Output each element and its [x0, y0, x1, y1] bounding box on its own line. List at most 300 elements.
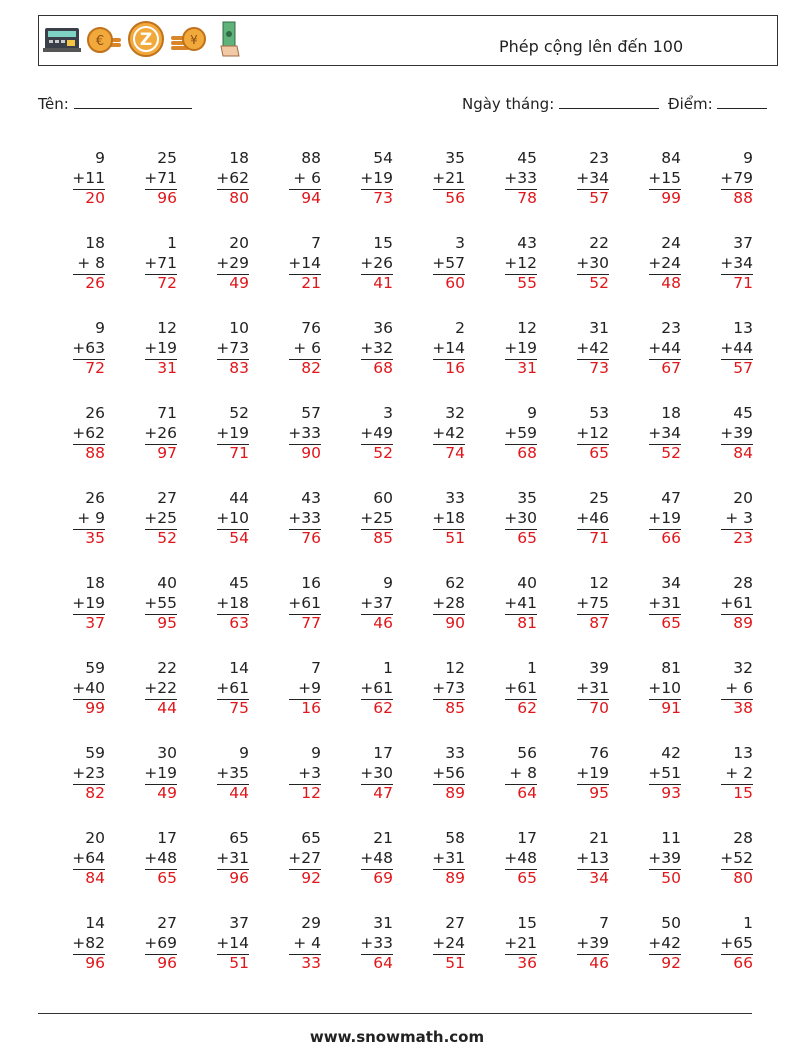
addend-top: 12: [445, 659, 465, 677]
addend-top: 60: [373, 489, 393, 507]
addend-bottom: +19: [360, 169, 393, 187]
addition-problem: [619, 319, 691, 404]
name-blank[interactable]: [74, 94, 192, 109]
addition-problem: [619, 744, 691, 829]
addition-problem: [475, 744, 547, 829]
addend-top: 76: [589, 744, 609, 762]
date-field: [462, 94, 659, 113]
addition-problem: [187, 574, 259, 659]
addition-problem: [115, 489, 187, 574]
addition-problem: [403, 489, 475, 574]
addend-bottom: +31: [576, 679, 609, 697]
answer: 49: [229, 274, 249, 292]
answer: 35: [85, 529, 105, 547]
answer: 95: [589, 784, 609, 802]
addend-bottom: +18: [432, 509, 465, 527]
answer: 21: [301, 274, 321, 292]
addend-bottom: + 2: [725, 764, 753, 782]
addend-bottom: +21: [432, 169, 465, 187]
addition-problem: [331, 489, 403, 574]
answer: 89: [445, 784, 465, 802]
addend-bottom: +42: [432, 424, 465, 442]
answer: 51: [445, 529, 465, 547]
addition-problem: [259, 829, 331, 914]
addend-bottom: +19: [144, 764, 177, 782]
answer: 20: [85, 189, 105, 207]
addend-bottom: +33: [504, 169, 537, 187]
addition-problem: [691, 319, 763, 404]
answer: 81: [517, 614, 537, 632]
addend-top: 7: [599, 914, 609, 932]
addend-bottom: +51: [648, 764, 681, 782]
answer: 89: [733, 614, 753, 632]
addition-problem: [187, 234, 259, 319]
answer: 84: [733, 444, 753, 462]
banknote-hand-icon: [211, 20, 249, 58]
addend-top: 27: [157, 489, 177, 507]
answer: 96: [157, 189, 177, 207]
addend-bottom: +44: [648, 339, 681, 357]
addend-top: 62: [445, 574, 465, 592]
addend-bottom: +61: [288, 594, 321, 612]
addend-top: 47: [661, 489, 681, 507]
addend-top: 17: [157, 829, 177, 847]
answer: 96: [157, 954, 177, 972]
addend-top: 13: [733, 319, 753, 337]
problem-row: [43, 829, 763, 914]
addition-problem: [547, 659, 619, 744]
addition-problem: [187, 914, 259, 999]
addend-top: 32: [733, 659, 753, 677]
addend-top: 24: [661, 234, 681, 252]
addend-bottom: +41: [504, 594, 537, 612]
answer: 44: [229, 784, 249, 802]
addition-problem: [331, 404, 403, 489]
addend-bottom: +24: [648, 254, 681, 272]
addend-top: 35: [445, 149, 465, 167]
addition-problem: [331, 149, 403, 234]
answer: 99: [661, 189, 681, 207]
answer: 66: [661, 529, 681, 547]
zcash-coin-icon: [127, 20, 165, 58]
addition-problem: [475, 829, 547, 914]
addend-top: 26: [85, 489, 105, 507]
problem-row: [43, 659, 763, 744]
answer: 73: [373, 189, 393, 207]
addition-problem: [691, 659, 763, 744]
answer: 49: [157, 784, 177, 802]
addition-problem: [691, 744, 763, 829]
addition-problem: [619, 149, 691, 234]
addend-bottom: +73: [216, 339, 249, 357]
addend-top: 26: [85, 404, 105, 422]
addend-bottom: +61: [216, 679, 249, 697]
addition-problem: [331, 744, 403, 829]
addend-top: 88: [301, 149, 321, 167]
addend-bottom: +19: [504, 339, 537, 357]
addition-problem: [619, 489, 691, 574]
answer: 31: [157, 359, 177, 377]
addend-bottom: +49: [360, 424, 393, 442]
addition-problem: [259, 319, 331, 404]
answer: 89: [445, 869, 465, 887]
addend-bottom: +42: [648, 934, 681, 952]
addend-top: 18: [85, 574, 105, 592]
addend-bottom: +28: [432, 594, 465, 612]
addend-top: 36: [373, 319, 393, 337]
addend-top: 17: [517, 829, 537, 847]
addend-bottom: +31: [216, 849, 249, 867]
problem-row: [43, 744, 763, 829]
answer: 57: [733, 359, 753, 377]
addition-problem: [115, 744, 187, 829]
addend-bottom: +62: [216, 169, 249, 187]
answer: 63: [229, 614, 249, 632]
addition-problem: [331, 829, 403, 914]
addend-bottom: +10: [648, 679, 681, 697]
addition-problem: [187, 829, 259, 914]
addend-bottom: + 9: [77, 509, 105, 527]
addition-problem: [43, 914, 115, 999]
addend-top: 40: [517, 574, 537, 592]
addend-top: 43: [301, 489, 321, 507]
addend-top: 7: [311, 234, 321, 252]
answer: 70: [589, 699, 609, 717]
answer: 44: [157, 699, 177, 717]
addition-problem: [331, 914, 403, 999]
answer: 73: [589, 359, 609, 377]
addition-problem: [475, 149, 547, 234]
answer: 46: [589, 954, 609, 972]
addend-top: 81: [661, 659, 681, 677]
addition-problem: [43, 574, 115, 659]
answer: 33: [301, 954, 321, 972]
addition-problem: [619, 829, 691, 914]
answer: 51: [229, 954, 249, 972]
addend-bottom: +19: [144, 339, 177, 357]
addition-problem: [331, 574, 403, 659]
answer: 71: [229, 444, 249, 462]
addition-problem: [547, 319, 619, 404]
addend-top: 7: [311, 659, 321, 677]
addend-top: 28: [733, 829, 753, 847]
addend-top: 43: [517, 234, 537, 252]
addend-top: 9: [527, 404, 537, 422]
addend-bottom: +82: [72, 934, 105, 952]
date-label: Ngày tháng:: [462, 95, 555, 113]
addend-bottom: +19: [648, 509, 681, 527]
addend-bottom: +46: [576, 509, 609, 527]
addend-top: 37: [229, 914, 249, 932]
addend-bottom: +40: [72, 679, 105, 697]
addition-problem: [403, 404, 475, 489]
answer: 64: [373, 954, 393, 972]
addition-problem: [259, 404, 331, 489]
answer: 90: [445, 614, 465, 632]
addend-bottom: +9: [298, 679, 321, 697]
addition-problem: [115, 319, 187, 404]
addend-bottom: + 6: [293, 169, 321, 187]
addend-bottom: +19: [576, 764, 609, 782]
answer: 52: [589, 274, 609, 292]
addend-top: 18: [85, 234, 105, 252]
addition-problem: [331, 659, 403, 744]
addend-bottom: + 3: [725, 509, 753, 527]
addend-top: 45: [229, 574, 249, 592]
addition-problem: [403, 574, 475, 659]
addend-bottom: +18: [216, 594, 249, 612]
addend-bottom: +62: [72, 424, 105, 442]
answer: 88: [733, 189, 753, 207]
addend-bottom: +34: [648, 424, 681, 442]
addition-problem: [259, 574, 331, 659]
euro-coin-icon: [85, 20, 123, 58]
date-blank[interactable]: [559, 94, 659, 109]
addend-top: 2: [455, 319, 465, 337]
addition-problem: [619, 659, 691, 744]
addend-bottom: +79: [720, 169, 753, 187]
answer: 80: [733, 869, 753, 887]
addend-top: 31: [373, 914, 393, 932]
answer: 66: [733, 954, 753, 972]
addition-problem: [403, 914, 475, 999]
answer: 67: [661, 359, 681, 377]
addition-problem: [403, 234, 475, 319]
addition-problem: [43, 489, 115, 574]
addition-problem: [259, 744, 331, 829]
addend-bottom: +29: [216, 254, 249, 272]
header-box: [38, 15, 778, 66]
addend-top: 21: [373, 829, 393, 847]
answer: 41: [373, 274, 393, 292]
answer: 77: [301, 614, 321, 632]
problem-row: [43, 489, 763, 574]
addend-top: 32: [445, 404, 465, 422]
answer: 90: [301, 444, 321, 462]
addend-bottom: +14: [216, 934, 249, 952]
answer: 92: [301, 869, 321, 887]
addend-top: 15: [373, 234, 393, 252]
svg-text:¥: ¥: [190, 33, 198, 47]
addition-problem: [691, 829, 763, 914]
addend-top: 23: [589, 149, 609, 167]
cash-register-icon: [43, 20, 81, 58]
svg-text:Z: Z: [139, 30, 153, 50]
addend-bottom: +31: [648, 594, 681, 612]
answer: 92: [661, 954, 681, 972]
yen-coins-icon: [169, 20, 207, 58]
addend-bottom: +44: [720, 339, 753, 357]
addend-top: 12: [589, 574, 609, 592]
answer: 71: [733, 274, 753, 292]
addition-problem: [691, 914, 763, 999]
addition-problem: [259, 489, 331, 574]
addend-bottom: +33: [288, 424, 321, 442]
addend-bottom: +3: [298, 764, 321, 782]
answer: 80: [229, 189, 249, 207]
addend-bottom: +12: [504, 254, 537, 272]
addend-bottom: + 6: [725, 679, 753, 697]
name-field: [38, 94, 192, 113]
addend-bottom: +34: [576, 169, 609, 187]
addition-problem: [691, 574, 763, 659]
answer: 84: [85, 869, 105, 887]
answer: 16: [445, 359, 465, 377]
addition-problem: [259, 149, 331, 234]
addend-bottom: +22: [144, 679, 177, 697]
addend-top: 45: [517, 149, 537, 167]
addend-bottom: +69: [144, 934, 177, 952]
addend-bottom: +25: [360, 509, 393, 527]
answer: 85: [373, 529, 393, 547]
addend-top: 71: [157, 404, 177, 422]
addend-top: 65: [229, 829, 249, 847]
answer: 96: [85, 954, 105, 972]
addition-problem: [691, 489, 763, 574]
score-blank[interactable]: [717, 94, 767, 109]
addend-bottom: +27: [288, 849, 321, 867]
addition-problem: [403, 659, 475, 744]
addend-top: 59: [85, 659, 105, 677]
addend-bottom: + 8: [77, 254, 105, 272]
addend-bottom: +32: [360, 339, 393, 357]
addend-bottom: +30: [360, 764, 393, 782]
addend-top: 20: [229, 234, 249, 252]
addition-problem: [187, 489, 259, 574]
addition-problem: [43, 149, 115, 234]
svg-text:€: €: [95, 34, 105, 49]
addend-bottom: +39: [576, 934, 609, 952]
addition-problem: [547, 489, 619, 574]
addition-problem: [691, 404, 763, 489]
problem-row: [43, 914, 763, 999]
answer: 34: [589, 869, 609, 887]
addition-problem: [691, 234, 763, 319]
addend-top: 56: [517, 744, 537, 762]
addition-problem: [115, 829, 187, 914]
addend-top: 27: [157, 914, 177, 932]
problem-grid: [43, 149, 763, 999]
answer: 78: [517, 189, 537, 207]
addend-bottom: +75: [576, 594, 609, 612]
answer: 62: [517, 699, 537, 717]
addend-bottom: +30: [576, 254, 609, 272]
addend-bottom: +37: [360, 594, 393, 612]
problem-row: [43, 319, 763, 404]
addend-top: 14: [85, 914, 105, 932]
addition-problem: [475, 489, 547, 574]
problem-row: [43, 234, 763, 319]
addend-top: 27: [445, 914, 465, 932]
addend-bottom: +48: [144, 849, 177, 867]
addend-bottom: +56: [432, 764, 465, 782]
addition-problem: [187, 659, 259, 744]
addend-top: 20: [733, 489, 753, 507]
addend-top: 54: [373, 149, 393, 167]
answer: 97: [157, 444, 177, 462]
answer: 87: [589, 614, 609, 632]
answer: 23: [733, 529, 753, 547]
addend-bottom: +59: [504, 424, 537, 442]
addition-problem: [691, 149, 763, 234]
addend-top: 9: [239, 744, 249, 762]
addend-bottom: +34: [720, 254, 753, 272]
footer-divider: [38, 1013, 752, 1014]
answer: 57: [589, 189, 609, 207]
addend-top: 33: [445, 744, 465, 762]
answer: 37: [85, 614, 105, 632]
addend-top: 50: [661, 914, 681, 932]
addend-top: 25: [589, 489, 609, 507]
answer: 71: [589, 529, 609, 547]
addend-bottom: +26: [360, 254, 393, 272]
addend-bottom: +25: [144, 509, 177, 527]
addend-top: 65: [301, 829, 321, 847]
addition-problem: [403, 829, 475, 914]
addend-top: 1: [383, 659, 393, 677]
addend-top: 12: [517, 319, 537, 337]
score-label: Điểm:: [668, 95, 713, 113]
addend-top: 10: [229, 319, 249, 337]
addend-top: 44: [229, 489, 249, 507]
answer: 94: [301, 189, 321, 207]
addend-top: 33: [445, 489, 465, 507]
answer: 83: [229, 359, 249, 377]
addend-bottom: +35: [216, 764, 249, 782]
addition-problem: [547, 404, 619, 489]
answer: 74: [445, 444, 465, 462]
answer: 54: [229, 529, 249, 547]
answer: 46: [373, 614, 393, 632]
addend-top: 20: [85, 829, 105, 847]
addend-bottom: +12: [576, 424, 609, 442]
addend-bottom: +57: [432, 254, 465, 272]
answer: 88: [85, 444, 105, 462]
answer: 51: [445, 954, 465, 972]
addend-top: 35: [517, 489, 537, 507]
addition-problem: [475, 574, 547, 659]
addition-problem: [43, 404, 115, 489]
addition-problem: [43, 659, 115, 744]
addend-bottom: +71: [144, 169, 177, 187]
addition-problem: [547, 149, 619, 234]
addend-bottom: +21: [504, 934, 537, 952]
addend-top: 21: [589, 829, 609, 847]
answer: 64: [517, 784, 537, 802]
addend-bottom: + 8: [509, 764, 537, 782]
answer: 75: [229, 699, 249, 717]
answer: 12: [301, 784, 321, 802]
addend-bottom: +61: [720, 594, 753, 612]
addition-problem: [187, 404, 259, 489]
addition-problem: [115, 659, 187, 744]
answer: 47: [373, 784, 393, 802]
addend-bottom: +42: [576, 339, 609, 357]
addition-problem: [187, 319, 259, 404]
addend-bottom: +10: [216, 509, 249, 527]
addend-bottom: +39: [720, 424, 753, 442]
addend-top: 17: [373, 744, 393, 762]
score-field: [668, 94, 767, 113]
addition-problem: [403, 319, 475, 404]
addition-problem: [475, 659, 547, 744]
answer: 96: [229, 869, 249, 887]
addend-top: 9: [95, 149, 105, 167]
answer: 56: [445, 189, 465, 207]
addend-bottom: + 4: [293, 934, 321, 952]
addend-top: 1: [167, 234, 177, 252]
addend-bottom: + 6: [293, 339, 321, 357]
